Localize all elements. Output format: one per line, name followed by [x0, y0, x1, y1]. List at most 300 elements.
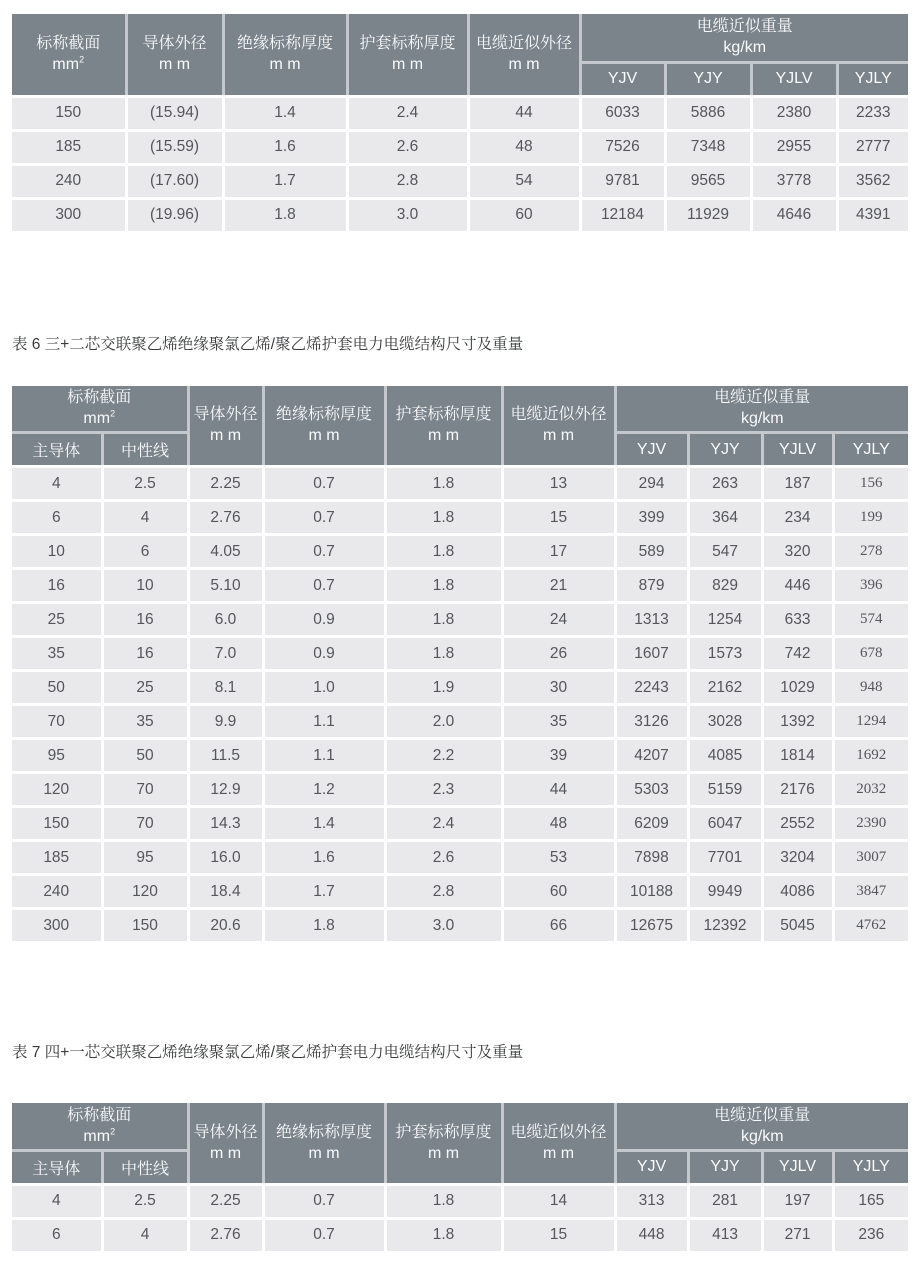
- cell: 2.5: [102, 1184, 188, 1218]
- cell: 185: [12, 130, 126, 164]
- cell: 35: [12, 637, 102, 671]
- cell: 1607: [615, 637, 688, 671]
- header-unit: m m: [542, 427, 575, 445]
- cell: 156: [833, 467, 908, 501]
- header-unit: m m: [209, 427, 242, 445]
- table-row: [12, 1218, 908, 1251]
- cell: 364: [688, 501, 762, 535]
- cell: 2777: [837, 130, 908, 164]
- cell: 2.76: [188, 1218, 263, 1251]
- cell: (15.59): [126, 130, 223, 164]
- header-label: 电缆近似重量: [696, 18, 793, 36]
- cell: 1254: [688, 603, 762, 637]
- cell: 4762: [833, 909, 908, 942]
- header-unit: $mm^2$: [52, 54, 85, 74]
- table-row: [12, 130, 908, 164]
- cell: 1.8: [385, 603, 502, 637]
- header-label: 电缆近似重量: [714, 1106, 811, 1124]
- cell: 6: [102, 535, 188, 569]
- table-row: [12, 705, 908, 739]
- col-header-sheath-thickness: [347, 14, 468, 96]
- header-label: 绝缘标称厚度: [236, 35, 333, 53]
- cell: 10: [102, 569, 188, 603]
- cell: 4207: [615, 739, 688, 773]
- cell: 879: [615, 569, 688, 603]
- col-header-insulation-thickness: [263, 386, 385, 467]
- cell: 150: [102, 909, 188, 942]
- cell: 17: [502, 535, 615, 569]
- cell: 1573: [688, 637, 762, 671]
- cell: 3126: [615, 705, 688, 739]
- cell: 6.0: [188, 603, 263, 637]
- cell: 4.05: [188, 535, 263, 569]
- cell: 9565: [665, 164, 751, 198]
- cell: 1692: [833, 739, 908, 773]
- cell: 742: [762, 637, 833, 671]
- col-header-yjy: YJY: [688, 1150, 762, 1184]
- header-label: 护套标称厚度: [395, 406, 492, 424]
- header-label: 护套标称厚度: [395, 1123, 492, 1141]
- cell: 0.9: [263, 603, 385, 637]
- cell: 271: [762, 1218, 833, 1251]
- cell: 12675: [615, 909, 688, 942]
- cell: 1313: [615, 603, 688, 637]
- cell: 3.0: [385, 909, 502, 942]
- cell: 35: [102, 705, 188, 739]
- table-7-title: 表 7 四+一芯交联聚乙烯绝缘聚氯乙烯/聚乙烯护套电力电缆结构尺寸及重量: [12, 1044, 524, 1061]
- col-header-conductor-od: [188, 1103, 263, 1184]
- table-row: [12, 198, 908, 231]
- table-row: [12, 637, 908, 671]
- col-header-weight-group: [615, 386, 908, 433]
- col-header-yjlv: YJLV: [762, 1150, 833, 1184]
- cell: 48: [468, 130, 580, 164]
- cell: 3.0: [347, 198, 468, 231]
- cell: 263: [688, 467, 762, 501]
- cell: 3562: [837, 164, 908, 198]
- table-header: [12, 386, 908, 467]
- cell: 16.0: [188, 841, 263, 875]
- header-unit: kg/km: [723, 39, 767, 57]
- cell: 2.3: [385, 773, 502, 807]
- cell: 320: [762, 535, 833, 569]
- cell: 1.8: [385, 535, 502, 569]
- cell: 1.9: [385, 671, 502, 705]
- cell: 278: [833, 535, 908, 569]
- col-header-conductor-od: [126, 14, 223, 96]
- cell: 70: [102, 807, 188, 841]
- cell: 399: [615, 501, 688, 535]
- header-label: 绝缘标称厚度: [276, 406, 373, 424]
- cell: 44: [468, 96, 580, 130]
- cell: 300: [12, 198, 126, 231]
- cell: 1.8: [385, 467, 502, 501]
- cell: 294: [615, 467, 688, 501]
- cell: 2176: [762, 773, 833, 807]
- col-header-main-conductor: 主导体: [12, 433, 102, 467]
- col-header-insulation-thickness: [223, 14, 347, 96]
- cell: 16: [102, 603, 188, 637]
- col-header-yjly: YJLY: [833, 433, 908, 467]
- header-unit: $mm^2$: [83, 408, 116, 428]
- cell: 1.0: [263, 671, 385, 705]
- cell: 50: [12, 671, 102, 705]
- cell: 5159: [688, 773, 762, 807]
- cell: 2233: [837, 96, 908, 130]
- cell: 25: [102, 671, 188, 705]
- cell: 3007: [833, 841, 908, 875]
- table-row: [12, 96, 908, 130]
- table-6-title: 表 6 三+二芯交联聚乙烯绝缘聚氯乙烯/聚乙烯护套电力电缆结构尺寸及重量: [12, 335, 524, 353]
- cell: 0.7: [263, 501, 385, 535]
- header-unit: m m: [542, 1144, 575, 1162]
- header-row: [12, 386, 908, 433]
- table-row: [12, 841, 908, 875]
- cell: 0.7: [263, 535, 385, 569]
- table-row: [12, 603, 908, 637]
- cell: 39: [502, 739, 615, 773]
- cell: 60: [502, 875, 615, 909]
- cell: 633: [762, 603, 833, 637]
- cell: 70: [102, 773, 188, 807]
- col-header-yjlv: YJLV: [762, 433, 833, 467]
- header-label: 电缆近似重量: [714, 389, 811, 407]
- table-row: [12, 164, 908, 198]
- header-label: 电缆近似外径: [510, 1123, 607, 1141]
- col-header-cable-od: [468, 14, 580, 96]
- cell: 2552: [762, 807, 833, 841]
- col-header-neutral: 中性线: [102, 433, 188, 467]
- cell: 70: [12, 705, 102, 739]
- cell: 2955: [751, 130, 837, 164]
- cell: 11929: [665, 198, 751, 231]
- cell: 14.3: [188, 807, 263, 841]
- table-body: [12, 467, 908, 942]
- col-header-weight-group: [615, 1103, 908, 1150]
- cell: 48: [502, 807, 615, 841]
- header-label: 绝缘标称厚度: [276, 1123, 373, 1141]
- cell: 547: [688, 535, 762, 569]
- table-row: [12, 1184, 908, 1218]
- col-header-yjy: YJY: [688, 433, 762, 467]
- col-header-yjv: YJV: [615, 433, 688, 467]
- cell: 44: [502, 773, 615, 807]
- cell: 24: [502, 603, 615, 637]
- cell: 18.4: [188, 875, 263, 909]
- cell: 9949: [688, 875, 762, 909]
- cell: 11.5: [188, 739, 263, 773]
- cell: 54: [468, 164, 580, 198]
- col-header-yjly: YJLY: [837, 62, 908, 96]
- cell: 240: [12, 164, 126, 198]
- cell: 13: [502, 467, 615, 501]
- col-header-weight-group: [580, 14, 908, 62]
- cell: 35: [502, 705, 615, 739]
- cell: 120: [12, 773, 102, 807]
- superscript: 2: [79, 54, 85, 65]
- cell: 12184: [580, 198, 665, 231]
- cell: 0.7: [263, 1184, 385, 1218]
- col-header-sheath-thickness: [385, 386, 502, 467]
- cell: 678: [833, 637, 908, 671]
- header-unit: kg/km: [740, 410, 784, 428]
- cell: 2380: [751, 96, 837, 130]
- cell: 3028: [688, 705, 762, 739]
- cell: 1.8: [385, 637, 502, 671]
- header-unit: m m: [308, 1144, 340, 1162]
- header-unit: kg/km: [740, 1127, 784, 1145]
- cell: 10188: [615, 875, 688, 909]
- cell: 4: [102, 501, 188, 535]
- cell: 7348: [665, 130, 751, 164]
- cell: 15: [502, 1218, 615, 1251]
- cell: 7.0: [188, 637, 263, 671]
- cell: 236: [833, 1218, 908, 1251]
- cell: 16: [102, 637, 188, 671]
- cell: 187: [762, 467, 833, 501]
- col-header-yjv: YJV: [580, 62, 665, 96]
- cell: 1392: [762, 705, 833, 739]
- cell: 0.7: [263, 1218, 385, 1251]
- cell: 2390: [833, 807, 908, 841]
- cell: 185: [12, 841, 102, 875]
- cell: 6033: [580, 96, 665, 130]
- header-label: 电缆近似外径: [510, 406, 607, 424]
- table-row: [12, 535, 908, 569]
- col-header-nominal-section: [12, 386, 188, 433]
- header-unit: m m: [391, 56, 424, 74]
- cell: 1.8: [385, 569, 502, 603]
- cell: 150: [12, 807, 102, 841]
- cell: 1.8: [385, 1184, 502, 1218]
- cell: 2.4: [385, 807, 502, 841]
- header-row: [12, 1103, 908, 1150]
- table-row: [12, 875, 908, 909]
- cell: 2162: [688, 671, 762, 705]
- col-header-conductor-od: [188, 386, 263, 467]
- col-header-nominal-section: [12, 1103, 188, 1150]
- table-row: [12, 739, 908, 773]
- cell: 15: [502, 501, 615, 535]
- cell: 5886: [665, 96, 751, 130]
- cable-spec-table-6: [12, 386, 908, 942]
- table-row: [12, 671, 908, 705]
- cell: 448: [615, 1218, 688, 1251]
- table-body: [12, 96, 908, 231]
- header-unit: $mm^2$: [83, 1126, 116, 1145]
- cell: 50: [102, 739, 188, 773]
- table-row: [12, 807, 908, 841]
- cell: 234: [762, 501, 833, 535]
- cell: 2.6: [385, 841, 502, 875]
- col-header-cable-od: [502, 1103, 615, 1184]
- cell: 2032: [833, 773, 908, 807]
- cell: 396: [833, 569, 908, 603]
- header-label: 导体外径: [142, 35, 207, 53]
- cell: 1.4: [263, 807, 385, 841]
- cell: (19.96): [126, 198, 223, 231]
- cell: 95: [12, 739, 102, 773]
- cell: 1.8: [263, 909, 385, 942]
- cell: 240: [12, 875, 102, 909]
- cell: 2.5: [102, 467, 188, 501]
- cell: 7526: [580, 130, 665, 164]
- cell: 5.10: [188, 569, 263, 603]
- superscript: 2: [110, 408, 116, 419]
- cell: 4086: [762, 875, 833, 909]
- cell: 6: [12, 1218, 102, 1251]
- cable-spec-table-7: [12, 1103, 908, 1251]
- cell: 948: [833, 671, 908, 705]
- cell: 0.7: [263, 467, 385, 501]
- cell: 4: [12, 467, 102, 501]
- cell: 3204: [762, 841, 833, 875]
- cell: 1.8: [385, 1218, 502, 1251]
- cell: 2.25: [188, 1184, 263, 1218]
- header-unit: m m: [427, 1144, 460, 1162]
- col-header-yjv: YJV: [615, 1150, 688, 1184]
- col-header-yjlv: YJLV: [751, 62, 837, 96]
- table-row: [12, 909, 908, 942]
- header-unit: m m: [308, 427, 340, 445]
- table-header: [12, 1103, 908, 1184]
- cell: 8.1: [188, 671, 263, 705]
- cell: 446: [762, 569, 833, 603]
- cell: 1814: [762, 739, 833, 773]
- cell: 2.76: [188, 501, 263, 535]
- cell: 30: [502, 671, 615, 705]
- cell: 1.6: [223, 130, 347, 164]
- cell: 2243: [615, 671, 688, 705]
- cell: 574: [833, 603, 908, 637]
- cell: 6209: [615, 807, 688, 841]
- header-label: 导体外径: [193, 406, 258, 424]
- cell: 1.8: [385, 501, 502, 535]
- col-header-yjy: YJY: [665, 62, 751, 96]
- cell: 20.6: [188, 909, 263, 942]
- cell: 197: [762, 1184, 833, 1218]
- cell: 25: [12, 603, 102, 637]
- cell: 120: [102, 875, 188, 909]
- cell: 2.2: [385, 739, 502, 773]
- cell: 4: [12, 1184, 102, 1218]
- header-label: 标称截面: [36, 35, 101, 53]
- cell: 313: [615, 1184, 688, 1218]
- col-header-main-conductor: 主导体: [12, 1150, 102, 1184]
- table-body: [12, 1184, 908, 1251]
- cell: 2.8: [347, 164, 468, 198]
- cell: 2.4: [347, 96, 468, 130]
- cell: 4085: [688, 739, 762, 773]
- header-unit: m m: [508, 56, 540, 74]
- header-unit: m m: [209, 1144, 242, 1162]
- table-row: [12, 773, 908, 807]
- cell: 1.1: [263, 705, 385, 739]
- cell: 829: [688, 569, 762, 603]
- cell: 6: [12, 501, 102, 535]
- cell: 150: [12, 96, 126, 130]
- header-label: 标称截面: [67, 389, 132, 407]
- header-row: [12, 14, 908, 62]
- cell: 5303: [615, 773, 688, 807]
- header-label: 导体外径: [193, 1123, 258, 1141]
- cell: 7701: [688, 841, 762, 875]
- table-row: [12, 569, 908, 603]
- table-row: [12, 467, 908, 501]
- cell: 4646: [751, 198, 837, 231]
- cell: 4: [102, 1218, 188, 1251]
- col-header-nominal-section: [12, 14, 126, 96]
- col-header-insulation-thickness: [263, 1103, 385, 1184]
- cell: 1.2: [263, 773, 385, 807]
- cell: 1.7: [223, 164, 347, 198]
- cell: (17.60): [126, 164, 223, 198]
- table-header: [12, 14, 908, 96]
- header-label: 护套标称厚度: [359, 35, 456, 53]
- cell: 0.7: [263, 569, 385, 603]
- cell: 95: [102, 841, 188, 875]
- cell: 1.1: [263, 739, 385, 773]
- cell: 1.4: [223, 96, 347, 130]
- header-label: 电缆近似外径: [475, 35, 572, 53]
- cell: 60: [468, 198, 580, 231]
- cell: 199: [833, 501, 908, 535]
- cell: 300: [12, 909, 102, 942]
- col-header-sheath-thickness: [385, 1103, 502, 1184]
- cable-spec-table-continued: [12, 14, 908, 231]
- cell: 12.9: [188, 773, 263, 807]
- cell: 281: [688, 1184, 762, 1218]
- cell: 0.9: [263, 637, 385, 671]
- cell: 16: [12, 569, 102, 603]
- cell: 413: [688, 1218, 762, 1251]
- cell: 1.6: [263, 841, 385, 875]
- col-header-cable-od: [502, 386, 615, 467]
- cell: 14: [502, 1184, 615, 1218]
- cell: 66: [502, 909, 615, 942]
- header-unit: m m: [427, 427, 460, 445]
- cell: 2.0: [385, 705, 502, 739]
- cell: 9781: [580, 164, 665, 198]
- header-unit: m m: [269, 56, 301, 74]
- cell: 10: [12, 535, 102, 569]
- table-row: [12, 501, 908, 535]
- cell: 1.8: [223, 198, 347, 231]
- header-unit: m m: [158, 56, 191, 74]
- cell: 2.6: [347, 130, 468, 164]
- cell: 4391: [837, 198, 908, 231]
- cell: 9.9: [188, 705, 263, 739]
- cell: 53: [502, 841, 615, 875]
- cell: 6047: [688, 807, 762, 841]
- col-header-neutral: 中性线: [102, 1150, 188, 1184]
- cell: 7898: [615, 841, 688, 875]
- cell: 2.25: [188, 467, 263, 501]
- cell: 12392: [688, 909, 762, 942]
- cell: 1294: [833, 705, 908, 739]
- header-label: 标称截面: [67, 1106, 132, 1124]
- cell: 165: [833, 1184, 908, 1218]
- cell: 1.7: [263, 875, 385, 909]
- cell: 3778: [751, 164, 837, 198]
- cell: 26: [502, 637, 615, 671]
- cell: 5045: [762, 909, 833, 942]
- cell: 21: [502, 569, 615, 603]
- cell: 3847: [833, 875, 908, 909]
- cell: 2.8: [385, 875, 502, 909]
- superscript: 2: [110, 1126, 116, 1137]
- cell: (15.94): [126, 96, 223, 130]
